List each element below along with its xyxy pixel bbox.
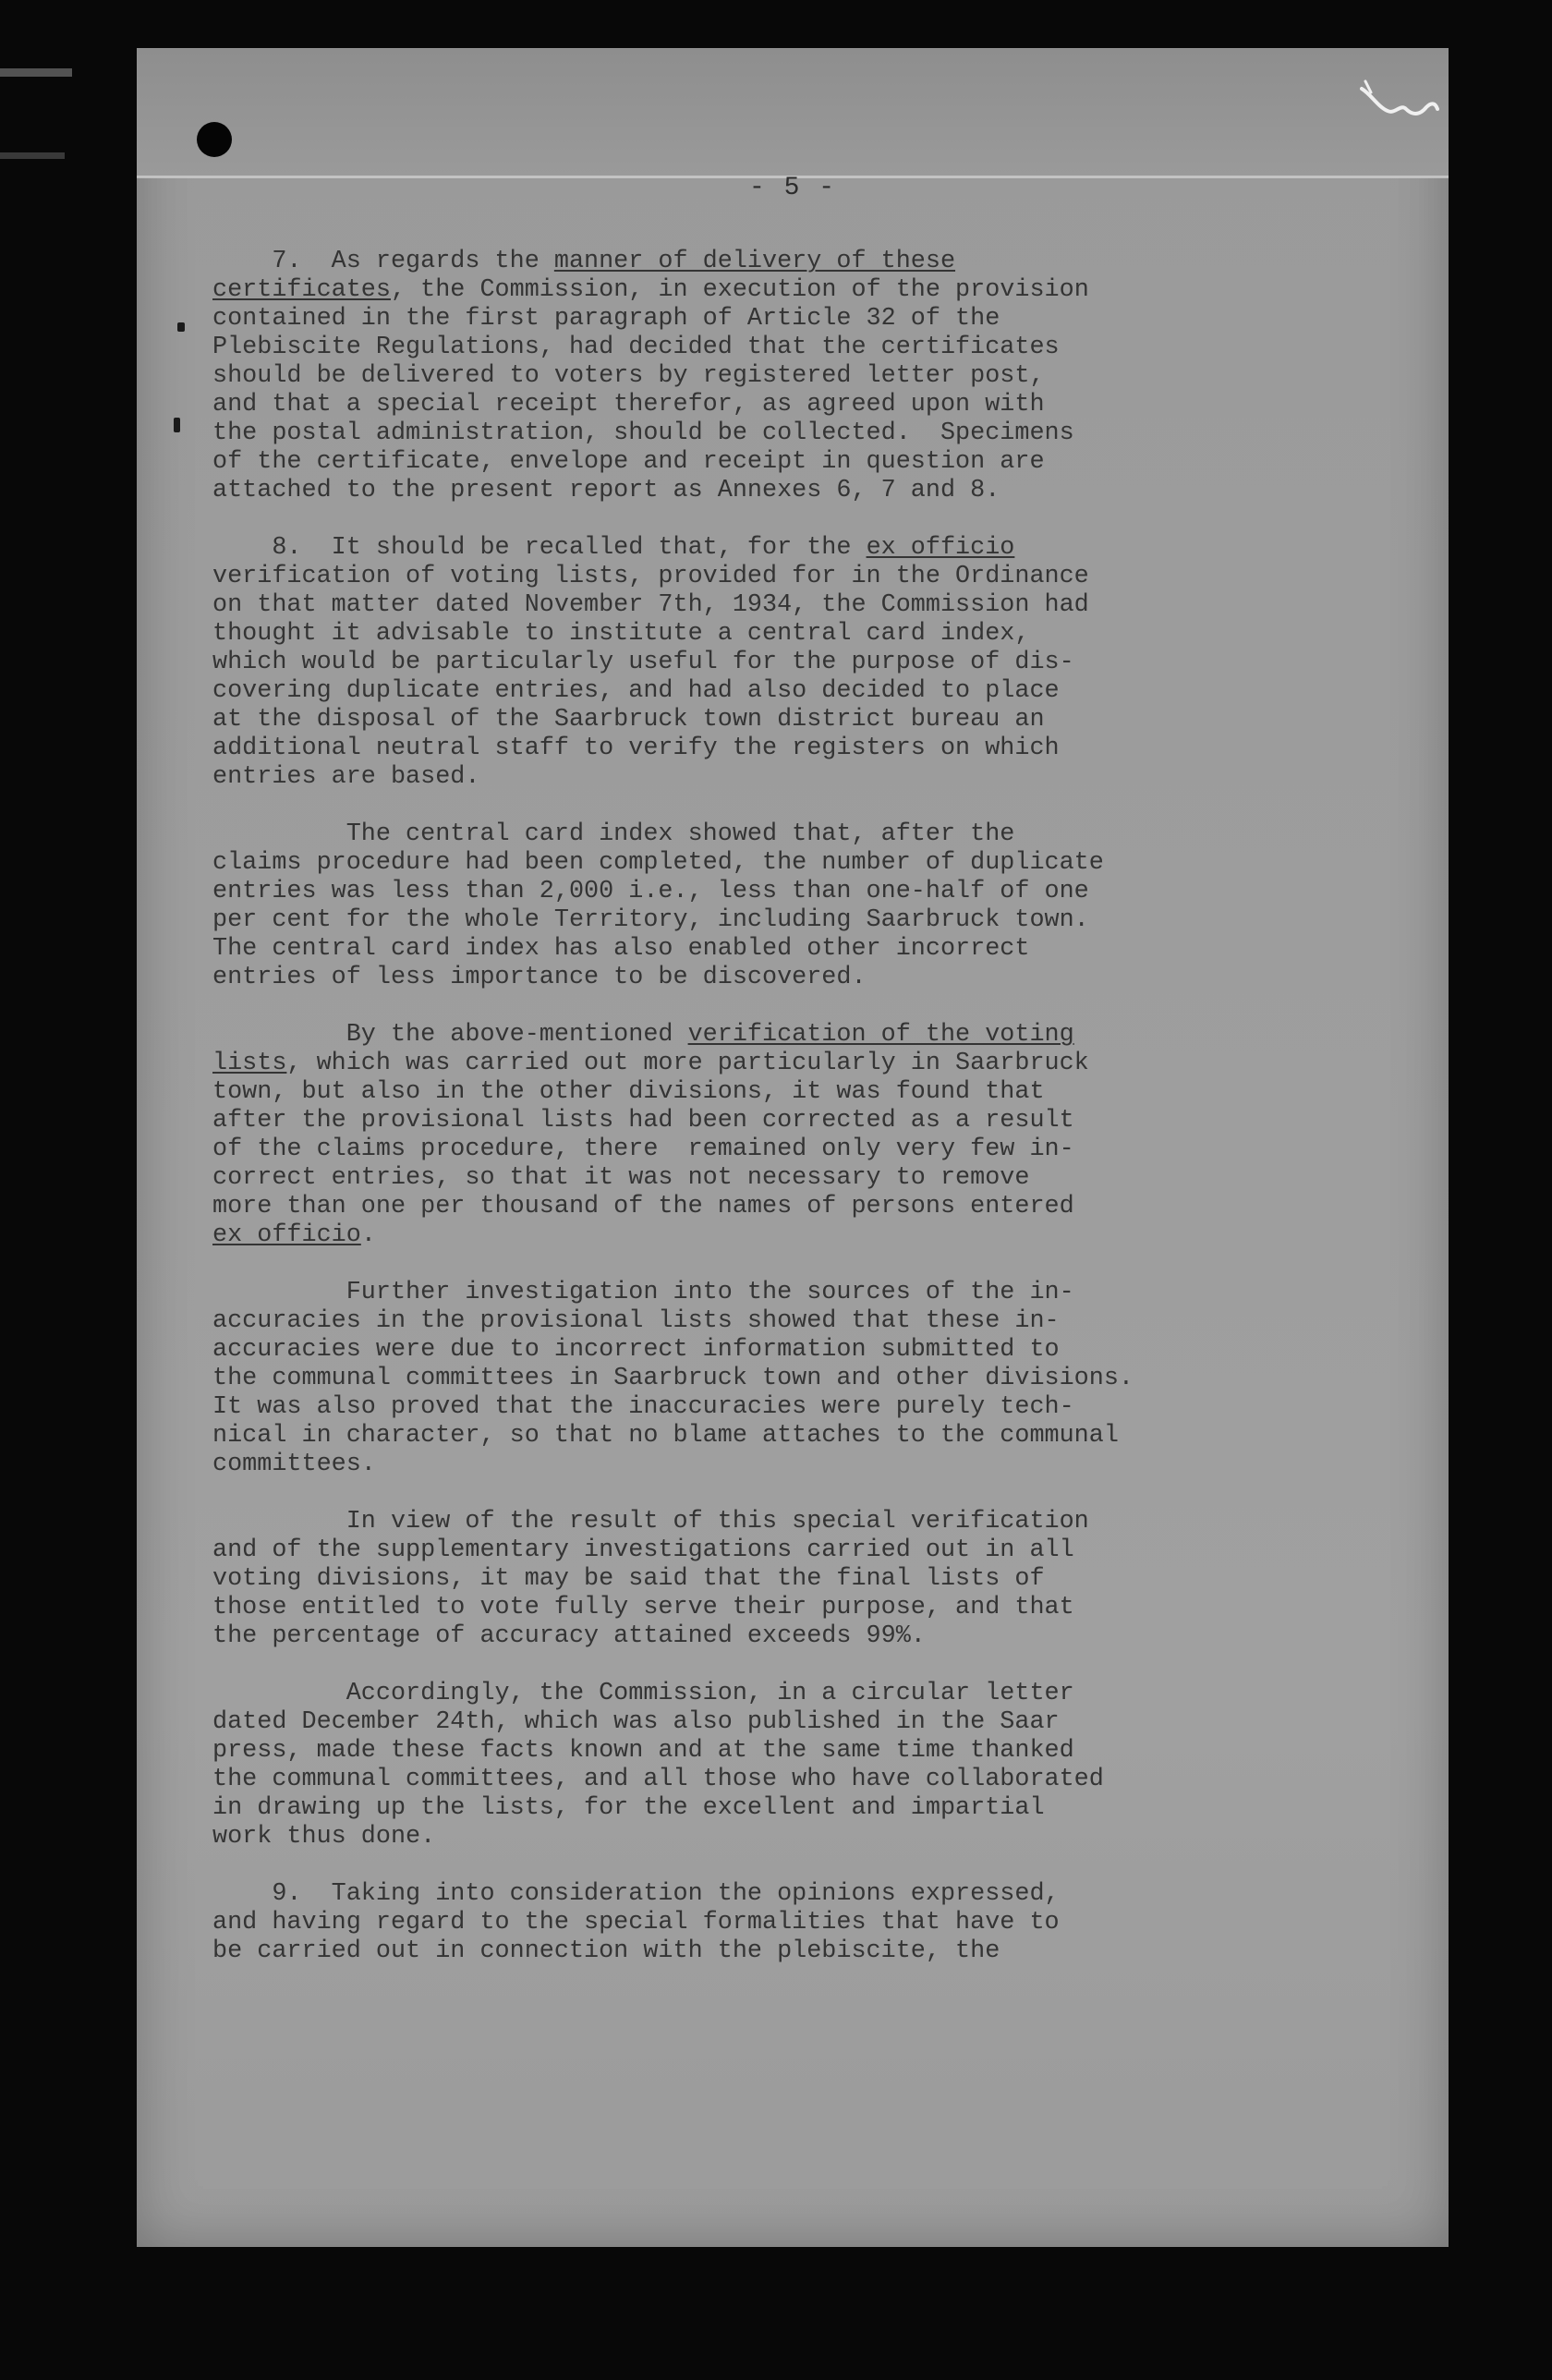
text-line	[212, 591, 1238, 620]
text-line	[212, 1909, 1238, 1937]
text-segment: covering duplicate entries, and had also decided to place	[212, 677, 1060, 705]
text-segment: work thus done.	[212, 1823, 436, 1851]
paragraph-p8f	[212, 1680, 1238, 1852]
text-line	[212, 1050, 1238, 1078]
document-body	[212, 248, 1238, 1995]
punch-hole	[197, 122, 232, 157]
text-segment: the communal committees, and all those who have collaborated	[212, 1766, 1104, 1793]
text-segment: Accordingly, the Commission, in a circular letter	[212, 1680, 1074, 1707]
text-segment: those entitled to vote fully serve their purpose, and that	[212, 1594, 1074, 1621]
text-segment: the communal committees in Saarbruck town and other divisions.	[212, 1365, 1134, 1392]
text-segment: the postal administration, should be collected. Specimens	[212, 419, 1074, 447]
text-line	[212, 1565, 1238, 1594]
margin-mark	[174, 418, 180, 432]
text-line	[212, 1594, 1238, 1622]
paragraph-p7	[212, 248, 1238, 505]
text-line	[212, 649, 1238, 677]
text-line	[212, 1107, 1238, 1135]
text-line	[212, 1937, 1238, 1966]
paragraph-p8c	[212, 1021, 1238, 1250]
text-segment: entries are based.	[212, 763, 480, 791]
text-line	[212, 1451, 1238, 1479]
paragraph-p8d	[212, 1279, 1238, 1479]
text-segment: 8. It should be recalled that, for the	[212, 534, 867, 562]
text-line	[212, 1336, 1238, 1365]
text-line	[212, 878, 1238, 906]
underlined-text: lists	[212, 1050, 287, 1077]
text-line	[212, 1880, 1238, 1909]
text-line	[212, 534, 1238, 563]
text-segment: , the Commission, in execution of the provision	[390, 276, 1089, 304]
text-segment: The central card index showed that, after the	[212, 820, 1015, 848]
text-line	[212, 477, 1238, 505]
text-line	[212, 1221, 1238, 1250]
text-line	[212, 849, 1238, 878]
text-line	[212, 935, 1238, 964]
text-segment: entries was less than 2,000 i.e., less than one-half of one	[212, 878, 1089, 905]
paragraph-p9	[212, 1880, 1238, 1966]
text-line	[212, 1393, 1238, 1422]
text-line	[212, 276, 1238, 305]
paragraph-p8	[212, 534, 1238, 792]
text-line	[212, 419, 1238, 448]
text-line	[212, 362, 1238, 391]
text-segment: .	[360, 1221, 376, 1249]
text-line	[212, 391, 1238, 419]
text-line	[212, 1422, 1238, 1451]
text-segment: additional neutral staff to verify the registers on which	[212, 735, 1060, 762]
text-segment: should be delivered to voters by registered letter post,	[212, 362, 1045, 390]
text-line	[212, 964, 1238, 992]
text-line	[212, 1365, 1238, 1393]
text-line	[212, 1508, 1238, 1536]
text-line	[212, 1766, 1238, 1794]
text-segment: 9. Taking into consideration the opinions expressed,	[212, 1880, 1060, 1908]
text-line	[212, 1794, 1238, 1823]
text-line	[212, 1708, 1238, 1737]
film-edge-mark	[0, 68, 72, 77]
text-segment: By the above-mentioned	[212, 1021, 688, 1049]
text-segment: voting divisions, it may be said that the final lists of	[212, 1565, 1045, 1593]
text-segment: In view of the result of this special verification	[212, 1508, 1089, 1536]
text-segment: committees.	[212, 1451, 376, 1478]
underlined-text: certificates	[212, 276, 391, 304]
text-segment: of the certificate, envelope and receipt in question are	[212, 448, 1045, 476]
text-segment: It was also proved that the inaccuracies were purely tech-	[212, 1393, 1074, 1421]
text-segment: of the claims procedure, there remained only very few in-	[212, 1135, 1074, 1163]
text-segment: nical in character, so that no blame attaches to the communal	[212, 1422, 1119, 1450]
text-line	[212, 1279, 1238, 1307]
text-segment: thought it advisable to institute a central card index,	[212, 620, 1030, 648]
underlined-text: ex officio	[212, 1221, 361, 1249]
film-edge-mark	[0, 152, 65, 159]
text-segment: verification of voting lists, provided for in the Ordinance	[212, 563, 1089, 590]
text-segment: correct entries, so that it was not necessary to remove	[212, 1164, 1030, 1192]
text-segment: and that a special receipt therefor, as agreed upon with	[212, 391, 1045, 419]
text-segment: 7. As regards the	[212, 248, 554, 275]
underlined-text: ex officio	[866, 534, 1015, 562]
text-line	[212, 563, 1238, 591]
text-line	[212, 677, 1238, 706]
page-number: - 5 -	[748, 174, 836, 202]
underlined-text: manner of delivery of these	[553, 248, 956, 275]
underlined-text: verification of the voting	[687, 1021, 1074, 1049]
text-line	[212, 448, 1238, 477]
text-segment: The central card index has also enabled other incorrect	[212, 935, 1030, 963]
text-segment: and having regard to the special formalities that have to	[212, 1909, 1060, 1937]
text-segment: press, made these facts known and at the same time thanked	[212, 1737, 1074, 1765]
text-line	[212, 820, 1238, 849]
text-segment: entries of less importance to be discovered.	[212, 964, 867, 991]
text-line	[212, 1536, 1238, 1565]
text-segment: at the disposal of the Saarbruck town district bureau an	[212, 706, 1045, 734]
text-segment: accuracies in the provisional lists showed that these in-	[212, 1307, 1060, 1335]
text-segment: be carried out in connection with the plebiscite, the	[212, 1937, 1000, 1965]
paragraph-p8e	[212, 1508, 1238, 1651]
text-line	[212, 1164, 1238, 1193]
text-segment: and of the supplementary investigations carried out in all	[212, 1536, 1074, 1564]
text-line	[212, 1307, 1238, 1336]
text-segment: contained in the first paragraph of Article 32 of the	[212, 305, 1000, 333]
text-segment: which would be particularly useful for the purpose of dis-	[212, 649, 1074, 676]
text-segment: Further investigation into the sources of the in-	[212, 1279, 1074, 1306]
text-segment: , which was carried out more particularly in Saarbruck	[286, 1050, 1089, 1077]
text-segment: claims procedure had been completed, the number of duplicate	[212, 849, 1104, 877]
text-line	[212, 706, 1238, 735]
text-segment: Plebiscite Regulations, had decided that the certificates	[212, 334, 1060, 361]
text-line	[212, 305, 1238, 334]
text-line	[212, 620, 1238, 649]
text-line	[212, 735, 1238, 763]
text-line	[212, 1021, 1238, 1050]
text-segment: on that matter dated November 7th, 1934, the Commission had	[212, 591, 1089, 619]
text-line	[212, 1737, 1238, 1766]
text-segment: accuracies were due to incorrect information submitted to	[212, 1336, 1060, 1364]
text-segment: dated December 24th, which was also published in the Saar	[212, 1708, 1060, 1736]
text-segment: per cent for the whole Territory, including Saarbruck town.	[212, 906, 1089, 934]
text-line	[212, 1680, 1238, 1708]
margin-mark	[177, 322, 185, 332]
text-line	[212, 1135, 1238, 1164]
text-segment: the percentage of accuracy attained exceeds 99%.	[212, 1622, 926, 1650]
text-line	[212, 334, 1238, 362]
text-line	[212, 906, 1238, 935]
text-line	[212, 763, 1238, 792]
text-line	[212, 248, 1238, 276]
text-segment: in drawing up the lists, for the excellent and impartial	[212, 1794, 1045, 1822]
text-segment: after the provisional lists had been corrected as a result	[212, 1107, 1074, 1135]
text-line	[212, 1078, 1238, 1107]
text-segment: attached to the present report as Annexes 6, 7 and 8.	[212, 477, 1000, 504]
page-header-strip	[137, 48, 1449, 177]
handwritten-check-mark-icon	[1358, 76, 1441, 131]
text-segment: more than one per thousand of the names of persons entered	[212, 1193, 1074, 1220]
text-segment: town, but also in the other divisions, it was found that	[212, 1078, 1045, 1106]
paragraph-p8b	[212, 820, 1238, 992]
text-line	[212, 1622, 1238, 1651]
text-line	[212, 1193, 1238, 1221]
text-line	[212, 1823, 1238, 1852]
